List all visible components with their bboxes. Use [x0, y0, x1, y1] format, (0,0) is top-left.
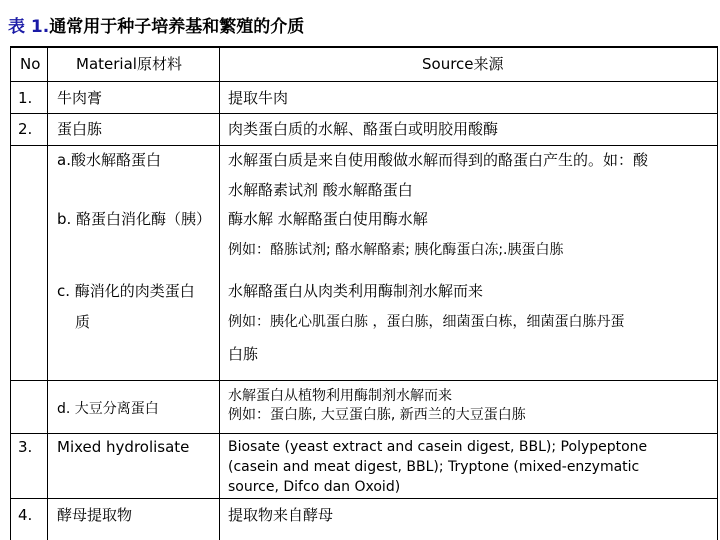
row-2a-material: a.酸水解酪蛋白 — [57, 151, 161, 169]
row-2c-source-line2: 例如：胰化心肌蛋白胨 ，蛋白胨，细菌蛋白栋，细菌蛋白胨丹蛋 — [228, 314, 625, 330]
header-material: Material原材料 — [76, 55, 182, 73]
row-2d-source-line2: 例如：蛋白胨, 大豆蛋白胨, 新西兰的大豆蛋白胨 — [228, 407, 526, 423]
row-2c-source-line1: 水解酪蛋白从肉类利用酶制剂水解而来 — [228, 282, 484, 300]
row-1-material: 牛肉膏 — [57, 89, 103, 107]
row-2d-material: d. 大豆分离蛋白 — [57, 401, 159, 417]
row-2c-source-line3: 白胨 — [228, 345, 259, 363]
row-4-source: 提取物来自酵母 — [228, 506, 334, 524]
row-3-source-line1: Biosate (yeast extract and casein digest, BBL); Polypeptone — [228, 439, 648, 455]
row-2b-material: b. 酪蛋白消化酶（胰） — [57, 210, 212, 228]
row-2d-source-line1: 水解蛋白从植物利用酶制剂水解而来 — [228, 388, 452, 404]
row-2-material: 蛋白胨 — [57, 120, 103, 138]
row-2a-source-line2: 水解酪素试剂 酸水解酪蛋白 — [228, 181, 413, 199]
row-2-no: 2. — [18, 120, 33, 138]
table-title — [8, 12, 304, 37]
row-2b-source-line1: 酶水解 水解酪蛋白使用酶水解 — [228, 210, 428, 228]
row-3-source-line2: (casein and meat digest, BBL); Tryptone (mixed-enzymatic — [228, 459, 640, 475]
row-3-no: 3. — [18, 438, 33, 456]
row-2b-source-line2: 例如：酪胨试剂; 酪水解酪素; 胰化酶蛋白冻;.胰蛋白胨 — [228, 242, 564, 258]
row-3-material: Mixed hydrolisate — [57, 438, 190, 456]
row-2-source: 肉类蛋白质的水解、酪蛋白或明胶用酸酶 — [228, 120, 499, 138]
row-1-source: 提取牛肉 — [228, 89, 289, 107]
row-4-material: 酵母提取物 — [57, 506, 133, 524]
row-4-no: 4. — [18, 506, 33, 524]
header-source: Source来源 — [422, 55, 504, 73]
row-1-no: 1. — [18, 89, 33, 107]
row-2c-material-line2: 质 — [75, 313, 91, 331]
header-no: No — [20, 55, 41, 73]
row-2a-source-line1: 水解蛋白质是来自使用酸做水解而得到的酪蛋白产生的。如：酸 — [228, 151, 649, 169]
row-3-source-line3: source, Difco dan Oxoid) — [228, 479, 401, 495]
table-number: 表 1. — [8, 17, 50, 37]
row-2c-material-line1: c. 酶消化的肉类蛋白 — [57, 282, 195, 300]
table-title-text: 通常用于种子培养基和繁殖的介质 — [49, 17, 305, 37]
